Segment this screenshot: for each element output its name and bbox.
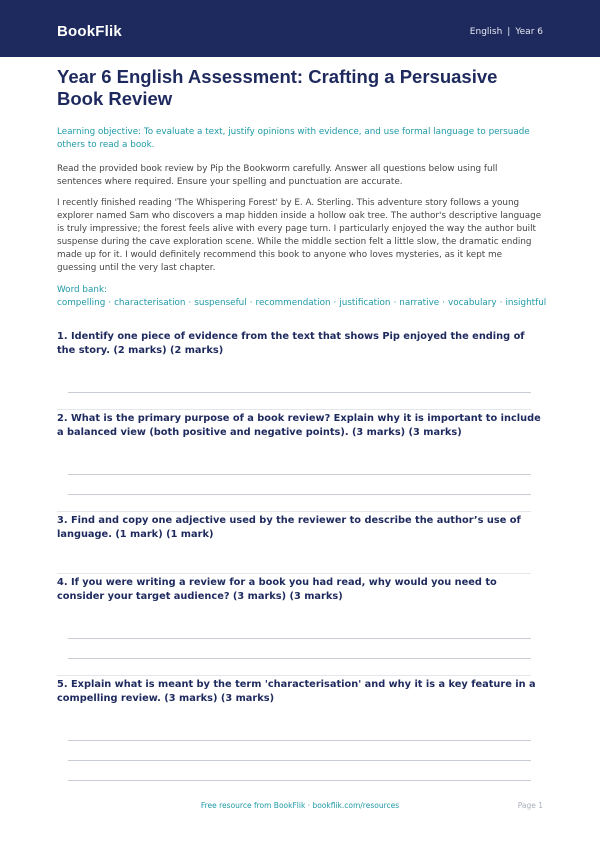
meta-separator: | bbox=[507, 27, 511, 37]
header-bar bbox=[0, 0, 600, 57]
word-bank-word: vocabulary bbox=[448, 298, 497, 308]
answer-line[interactable] bbox=[68, 494, 531, 495]
page-title: Year 6 English Assessment: Crafting a Persuasive Book Review bbox=[57, 66, 498, 109]
word-bank-word: narrative bbox=[399, 298, 440, 308]
question-text: 2. What is the primary purpose of a book review? Explain why it is important to include a balanced view (both positive and negative points). (3 marks) (3 marks) bbox=[57, 413, 541, 438]
review-passage: I recently finished reading 'The Whispering Forest' by E. A. Sterling. This adventure story follows a young explorer named Sam who discovers a map hidden inside a hollow oak tree. The author's descriptive language is truly impressive; the forest feels alive with every page turn. I particularly enjoyed the way the author built suspense during the cave exploration scene. While the middle section felt a little slow, the dramatic ending made up for it. I would definitely recommend this book to anyone who loves mysteries, as it kept me guessing until the very last chapter. bbox=[57, 198, 542, 273]
word-bank-word: compelling bbox=[57, 298, 106, 308]
intro-section bbox=[57, 66, 547, 310]
question-text: 5. Explain what is meant by the term 'characterisation' and why it is a key feature in a compelling review. (3 marks) (3 marks) bbox=[57, 679, 536, 704]
word-bank-label: Word bank: bbox=[57, 285, 108, 295]
learning-objective: Learning objective: To evaluate a text, justify opinions with evidence, and use formal language to persuade others to read a book. bbox=[57, 127, 530, 150]
header-meta bbox=[470, 27, 543, 37]
answer-line[interactable] bbox=[68, 392, 531, 393]
section-divider bbox=[57, 511, 531, 512]
instructions: Read the provided book review by Pip the Bookworm carefully. Answer all questions below using full sentences where required. Ensure your spelling and punctuation are accurate. bbox=[57, 164, 498, 187]
section-divider bbox=[57, 675, 531, 676]
question-text: 3. Find and copy one adjective used by the reviewer to describe the author’s use of language. (1 mark) (1 mark) bbox=[57, 515, 521, 540]
word-bank-word: recommendation bbox=[255, 298, 331, 308]
section-divider bbox=[57, 573, 531, 574]
word-bank-word: insightful bbox=[505, 298, 547, 308]
answer-line[interactable] bbox=[68, 780, 531, 781]
question-3 bbox=[57, 514, 543, 542]
question-5 bbox=[57, 678, 543, 706]
answer-line[interactable] bbox=[68, 638, 531, 639]
answer-line[interactable] bbox=[68, 658, 531, 659]
question-1 bbox=[57, 330, 543, 358]
question-4 bbox=[57, 576, 543, 604]
answer-line[interactable] bbox=[68, 760, 531, 761]
page-number: Page 1 bbox=[517, 801, 543, 810]
section-divider bbox=[57, 409, 531, 410]
year-label: Year 6 bbox=[515, 27, 543, 37]
word-bank-word: characterisation bbox=[114, 298, 186, 308]
subject-label: English bbox=[469, 27, 503, 37]
question-2 bbox=[57, 412, 543, 440]
footer-link[interactable]: Free resource from BookFlik · bookflik.com/resources bbox=[200, 801, 400, 810]
question-text: 1. Identify one piece of evidence from the text that shows Pip enjoyed the ending of the story. (2 marks) (2 marks) bbox=[57, 331, 525, 356]
word-bank-word: suspenseful bbox=[194, 298, 247, 308]
brand-logo[interactable]: BookFlik bbox=[57, 23, 122, 40]
word-bank-word: justification bbox=[339, 298, 391, 308]
question-text: 4. If you were writing a review for a book you had read, why would you need to consider your target audience? (3 marks) (3 marks) bbox=[57, 577, 497, 602]
answer-line[interactable] bbox=[68, 740, 531, 741]
word-bank: Word bank: compelling · characterisation · suspenseful · recommendation · justification · narrative · vocabulary · insightful bbox=[57, 285, 547, 308]
answer-line[interactable] bbox=[68, 474, 531, 475]
